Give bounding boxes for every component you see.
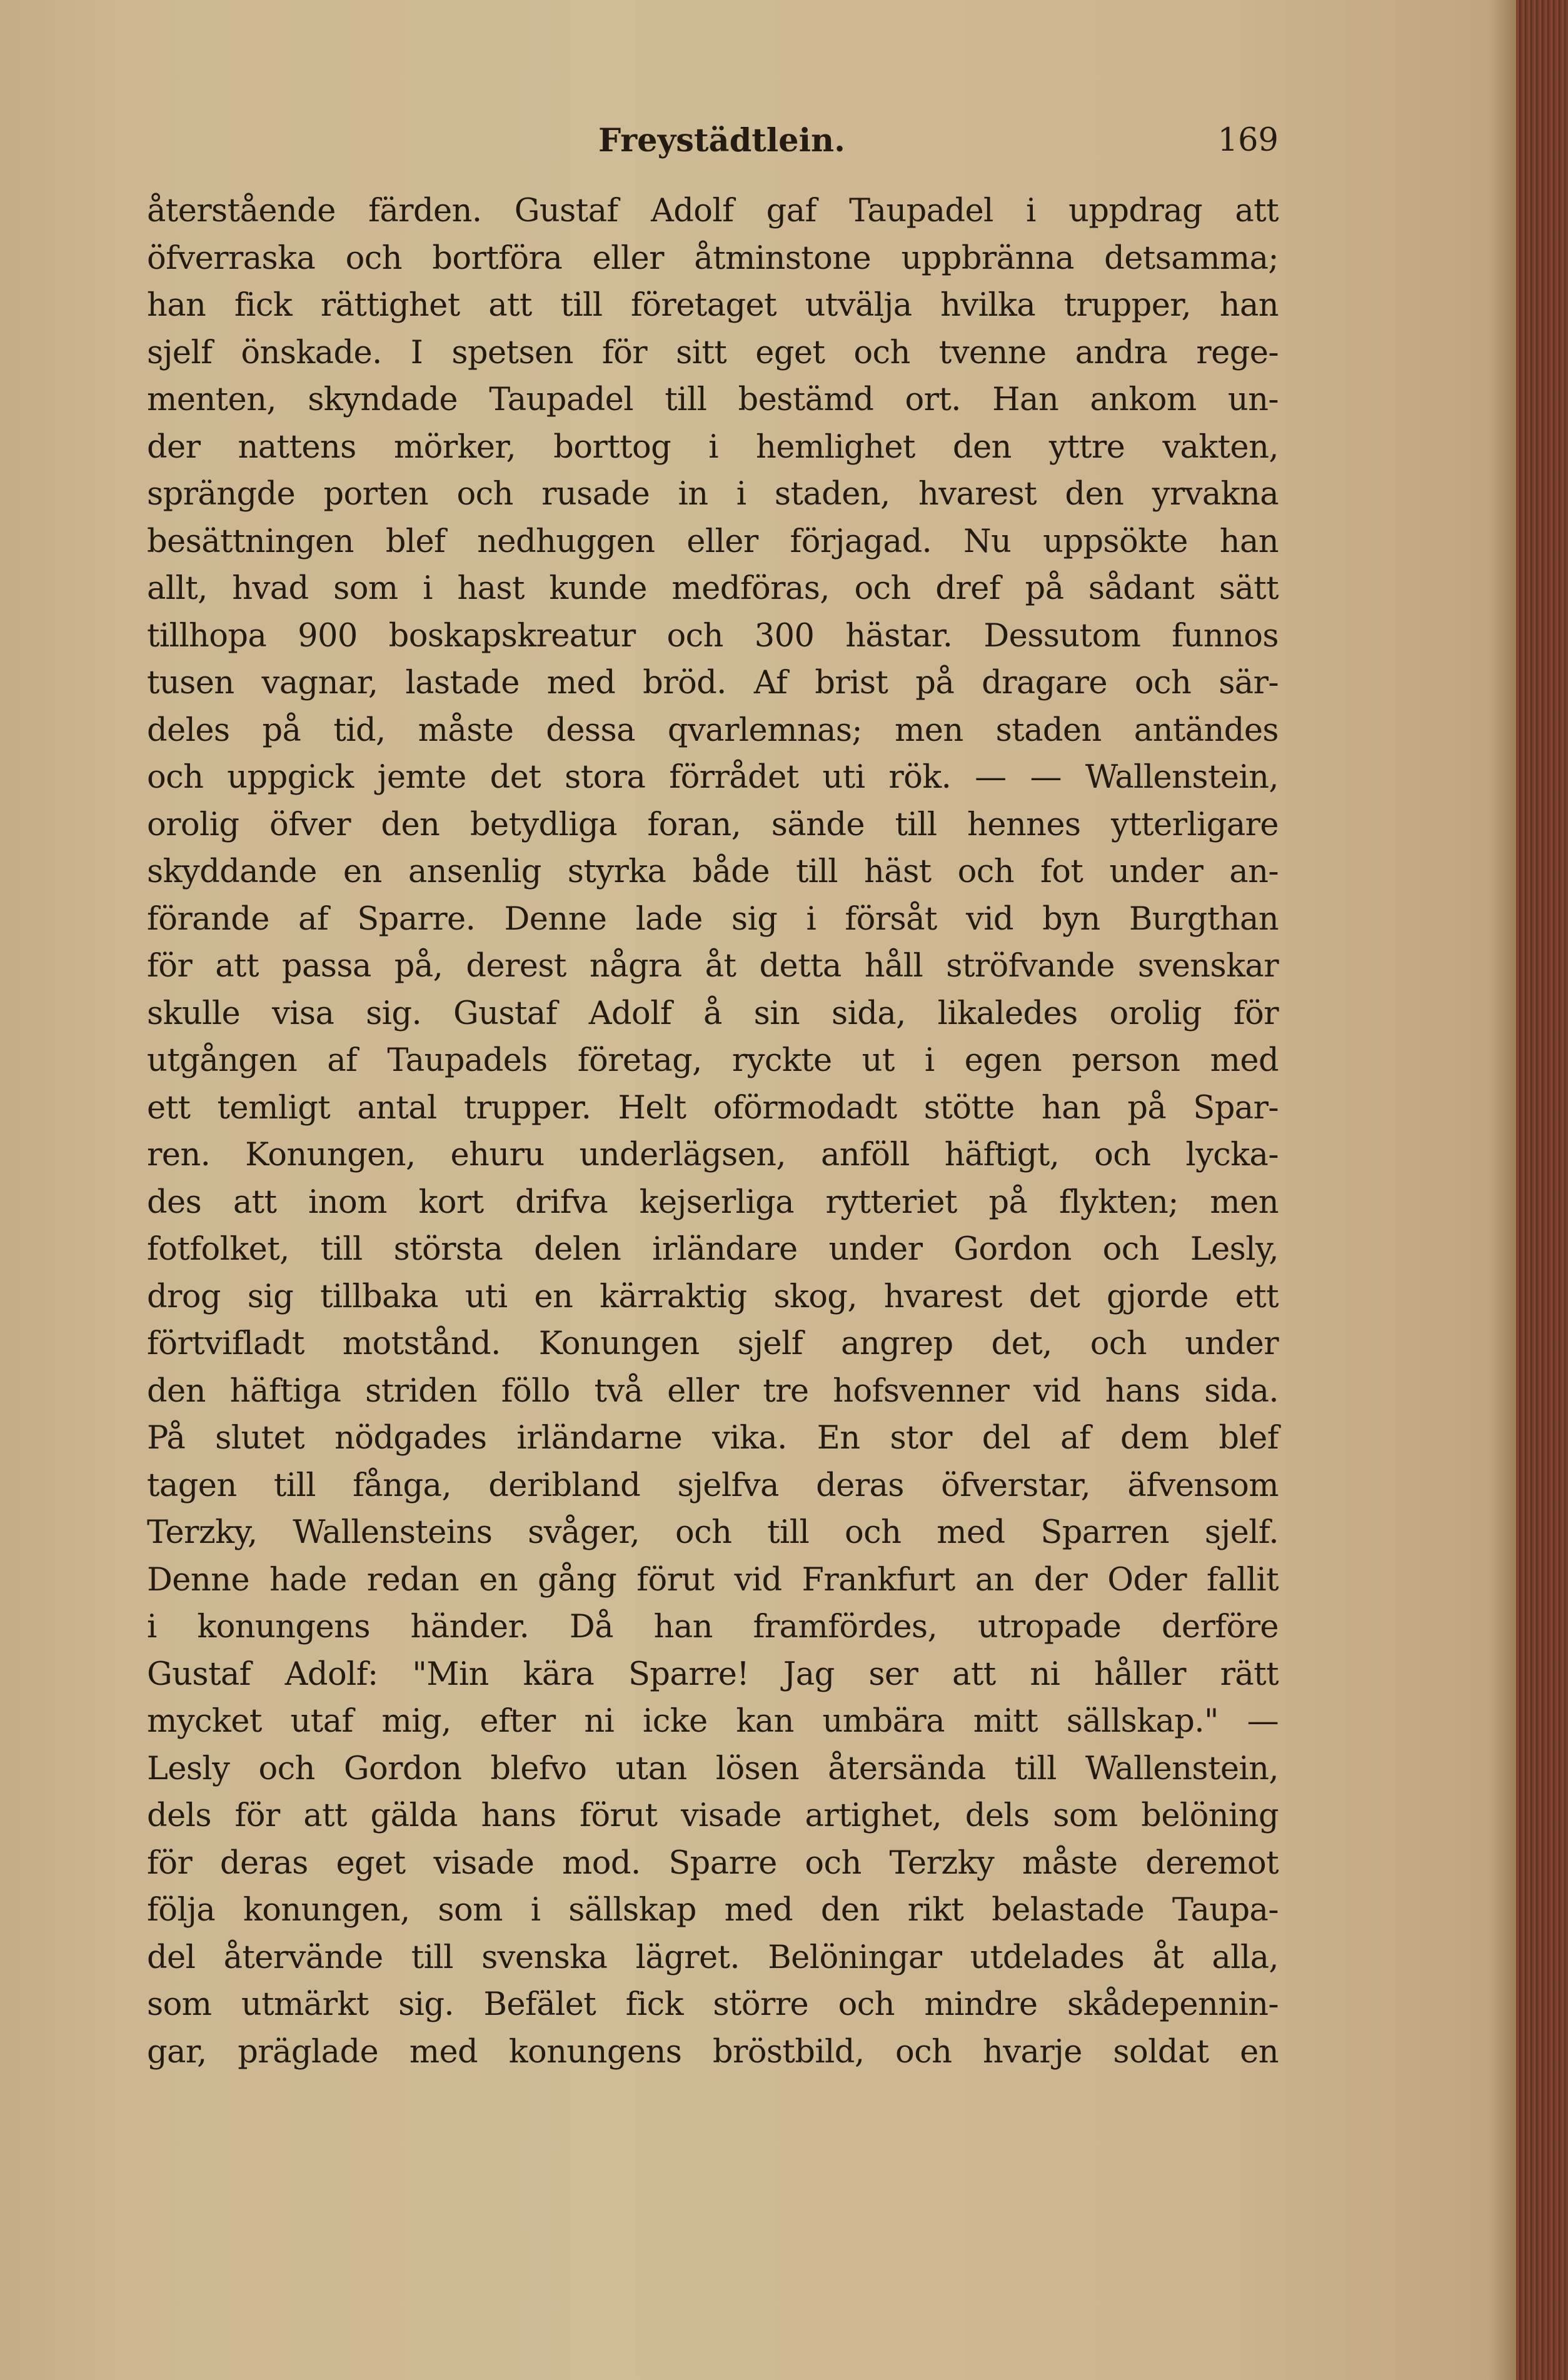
text-line: i konungens händer. Då han framfördes, utropade derföre [147,1609,1279,1645]
text-line: förtvifladt motstånd. Konungen sjelf angrep det, och under [147,1325,1279,1362]
page-header [153,122,1279,166]
text-line: öfverraska och bortföra eller åtminstone uppbränna detsamma; [147,239,1279,277]
text-line: följa konungen, som i sällskap med den rikt belastade Taupa- [147,1892,1279,1929]
text-line: deles på tid, måste dessa qvarlemnas; men staden antändes [147,711,1279,749]
text-line: tusen vagnar, lastade med bröd. Af brist på dragare och sär- [147,665,1279,701]
body-text [147,188,1279,2076]
text-line: allt, hvad som i hast kunde medföras, och dref på sådant sätt [147,570,1279,607]
text-line: utgången af Taupadels företag, ryckte ut i egen person med [147,1042,1279,1079]
text-line: des att inom kort drifva kejserliga rytteriet på flykten; men [147,1183,1279,1221]
text-line: återstående färden. Gustaf Adolf gaf Taupadel i uppdrag att [147,193,1279,229]
text-line: och uppgick jemte det stora förrådet uti rök. — — Wallenstein, [147,759,1279,796]
text-line: del återvände till svenska lägret. Belöningar utdelades åt alla, [147,1939,1279,1976]
text-line: sjelf önskade. I spetsen för sitt eget och tvenne andra rege- [147,334,1279,371]
text-line: Terzky, Wallensteins svåger, och till och med Sparren sjelf. [147,1514,1279,1551]
text-line: som utmärkt sig. Befälet fick större och mindre skådepennin- [147,1986,1279,2023]
text-line: Lesly och Gordon blefvo utan lösen återsända till Wallenstein, [147,1750,1279,1787]
running-title: Freystädtlein. [598,122,845,159]
text-line: drog sig tillbaka uti en kärraktig skog, hvarest det gjorde ett [147,1278,1279,1315]
text-line: dels för att gälda hans förut visade artighet, dels som belöning [147,1797,1279,1834]
text-line: ren. Konungen, ehuru underlägsen, anföll häftigt, och lycka- [147,1137,1279,1173]
text-line: orolig öfver den betydliga foran, sände till hennes ytterligare [147,806,1279,843]
text-line: mycket utaf mig, efter ni icke kan umbära mitt sällskap." — [147,1703,1279,1740]
text-line: Gustaf Adolf: "Min kära Sparre! Jag ser att ni håller rätt [147,1655,1279,1693]
text-line: Denne hade redan en gång förut vid Frankfurt an der Oder fallit [147,1561,1279,1599]
text-line: tagen till fånga, deribland sjelfva deras öfverstar, äfvensom [147,1467,1279,1504]
page-gutter-shadow [1488,0,1516,2380]
text-line: menten, skyndade Taupadel till bestämd ort. Han ankom un- [147,381,1279,418]
text-line: skyddande en ansenlig styrka både till häst och fot under an- [147,853,1279,890]
text-line: sprängde porten och rusade in i staden, hvarest den yrvakna [147,476,1279,513]
text-line: den häftiga striden föllo två eller tre hofsvenner vid hans sida. [147,1372,1279,1410]
page-number: 169 [1217,122,1279,159]
text-line: gar, präglade med konungens bröstbild, och hvarje soldat en [147,2033,1279,2071]
text-line: förande af Sparre. Denne lade sig i försåt vid byn Burgthan [147,900,1279,938]
text-line: På slutet nödgades irländarne vika. En stor del af dem blef [147,1420,1279,1457]
text-line: för deras eget visade mod. Sparre och Terzky måste deremot [147,1844,1279,1882]
text-line: han fick rättighet att till företaget utvälja hvilka trupper, han [147,287,1279,324]
text-line: besättningen blef nedhuggen eller förjagad. Nu uppsökte han [147,523,1279,560]
text-line: skulle visa sig. Gustaf Adolf å sin sida, likaledes orolig för [147,995,1279,1032]
text-line: der nattens mörker, borttog i hemlighet den yttre vakten, [147,428,1279,466]
text-line: fotfolket, till största delen irländare under Gordon och Lesly, [147,1231,1279,1268]
book-page-edges [1516,0,1568,2380]
text-line: för att passa på, derest några åt detta håll ströfvande svenskar [147,948,1279,985]
text-line: tillhopa 900 boskapskreatur och 300 hästar. Dessutom funnos [147,617,1279,655]
text-line: ett temligt antal trupper. Helt oförmodadt stötte han på Spar- [147,1089,1279,1127]
